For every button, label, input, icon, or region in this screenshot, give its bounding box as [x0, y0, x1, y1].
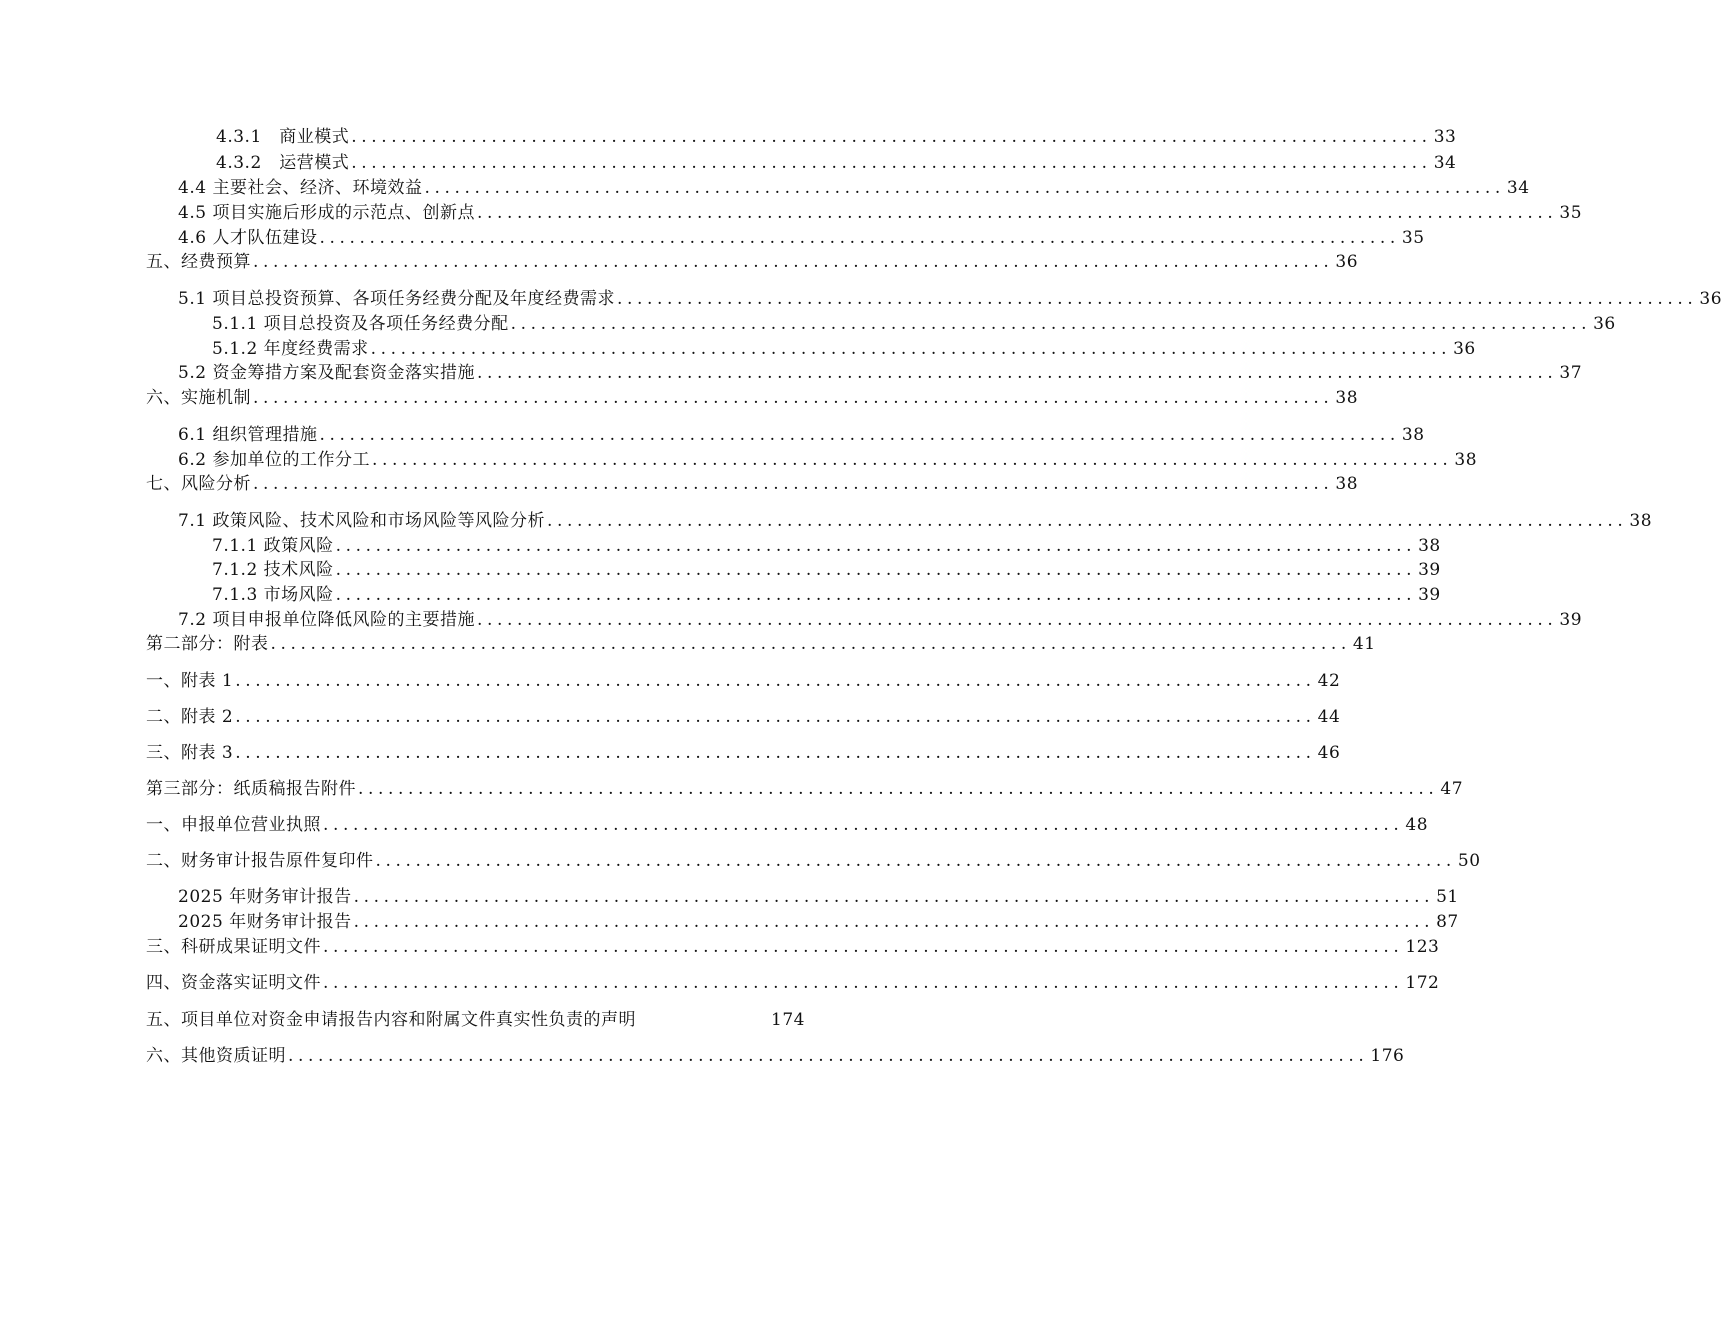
toc-entry-page: 34	[1433, 153, 1457, 173]
toc-entry-page: 87	[1436, 912, 1459, 932]
toc-dot-leader: ............................................................................................................	[253, 252, 1334, 272]
toc-entry-page: 38	[1401, 425, 1425, 445]
toc-dot-leader: ............................................................................................................	[351, 127, 1432, 147]
toc-entry[interactable]	[146, 446, 1478, 470]
toc-entry[interactable]	[146, 224, 1425, 248]
toc-dot-leader: ............................................................................................................	[323, 937, 1404, 957]
toc-entry[interactable]	[146, 470, 1359, 494]
toc-entry-page: 47	[1440, 779, 1464, 799]
toc-entry[interactable]	[146, 883, 1459, 907]
toc-entry-label: 三、附表 3	[146, 743, 234, 763]
toc-entry[interactable]	[146, 703, 1341, 727]
toc-entry-page: 36	[1593, 314, 1616, 334]
toc-entry[interactable]	[146, 969, 1440, 993]
toc-entry[interactable]	[146, 174, 1530, 198]
toc-entry[interactable]	[146, 847, 1481, 871]
toc-entry-label: 6.1 组织管理措施	[178, 425, 318, 445]
toc-entry-page: 38	[1335, 388, 1359, 408]
toc-entry[interactable]	[146, 775, 1464, 799]
toc-entry[interactable]	[146, 532, 1441, 556]
toc-entry[interactable]	[146, 908, 1459, 932]
toc-entry[interactable]	[146, 811, 1429, 835]
toc-entry-label: 第二部分：附表	[146, 634, 269, 654]
toc-dot-leader: ............................................................................................................	[476, 363, 1558, 383]
toc-entry[interactable]	[146, 149, 1457, 173]
toc-entry[interactable]	[146, 507, 1653, 531]
toc-dot-leader: ............................................................................................................	[323, 815, 1404, 835]
toc-dot-leader: ............................................................................................................	[353, 887, 1435, 907]
toc-entry[interactable]	[146, 1042, 1405, 1066]
toc-dot-leader: ............................................................................................................	[323, 973, 1404, 993]
toc-entry-page: 41	[1352, 634, 1376, 654]
toc-entry-label: 六、实施机制	[146, 388, 251, 408]
toc-entry-label: 6.2 参加单位的工作分工	[178, 450, 370, 470]
toc-entry[interactable]	[146, 123, 1457, 147]
toc-entry-page: 38	[1454, 450, 1478, 470]
toc-entry[interactable]	[146, 556, 1441, 580]
toc-dot-leader: ............................................................................................................	[424, 178, 1505, 198]
toc-entry-label: 一、申报单位营业执照	[146, 815, 321, 835]
toc-dot-leader: ............................................................................................................	[546, 511, 1628, 531]
toc-entry-page: 35	[1401, 228, 1425, 248]
toc-entry-label: 二、附表 2	[146, 707, 234, 727]
toc-dot-leader: ............................................................................................................	[319, 228, 1400, 248]
toc-entry-page: 39	[1559, 610, 1583, 630]
toc-entry-page: 44	[1317, 707, 1341, 727]
toc-dot-leader: ............................................................................................................	[510, 314, 1592, 334]
toc-entry-label: 4.4 主要社会、经济、环境效益	[178, 178, 423, 198]
toc-entry-page: 39	[1418, 585, 1441, 605]
toc-entry-label: 五、经费预算	[146, 252, 251, 272]
toc-entry[interactable]	[146, 384, 1359, 408]
toc-dot-leader: ............................................................................................................	[371, 450, 1453, 470]
toc-entry-page: 37	[1559, 363, 1583, 383]
toc-dot-leader: ............................................................................................................	[253, 474, 1334, 494]
toc-entry[interactable]	[146, 310, 1616, 334]
toc-dot-leader: ............................................................................................................	[353, 912, 1435, 932]
toc-dot-leader: ............................................................................................................	[335, 560, 1417, 580]
toc-entry-page: 38	[1335, 474, 1359, 494]
toc-entry-label: 一、附表 1	[146, 671, 234, 691]
toc-entry-page: 39	[1418, 560, 1441, 580]
toc-entry[interactable]	[146, 359, 1583, 383]
toc-entry-page: 33	[1433, 127, 1457, 147]
toc-entry[interactable]	[146, 285, 1722, 309]
toc-entry[interactable]	[146, 606, 1583, 630]
toc-entry[interactable]	[146, 630, 1376, 654]
toc-entry-label: 4.3.1 商业模式	[216, 127, 350, 147]
toc-entry-page: 51	[1436, 887, 1459, 907]
toc-entry-label: 5.1.1 项目总投资及各项任务经费分配	[212, 314, 509, 334]
toc-entry[interactable]	[146, 581, 1441, 605]
toc-dot-leader: ............................................................................................................	[370, 339, 1452, 359]
toc-entry-page: 36	[1453, 339, 1476, 359]
toc-entry[interactable]	[146, 667, 1341, 691]
toc-entry-page: 176	[1370, 1046, 1405, 1066]
toc-entry-label: 2025 年财务审计报告	[178, 912, 352, 932]
toc-entry-label: 七、风险分析	[146, 474, 251, 494]
toc-dot-leader: ............................................................................................................	[616, 289, 1698, 309]
toc-dot-leader: ............................................................................................................	[335, 585, 1417, 605]
toc-entry-page: 36	[1335, 252, 1359, 272]
toc-dot-leader: ............................................................................................................	[319, 425, 1400, 445]
toc-dot-leader: ............................................................................................................	[235, 707, 1316, 727]
toc-entry-page: 42	[1317, 671, 1341, 691]
toc-entry-page: 36	[1699, 289, 1722, 309]
toc-entry-label: 7.1.2 技术风险	[212, 560, 334, 580]
toc-entry-label: 7.1.1 政策风险	[212, 536, 334, 556]
toc-dot-leader: ............................................................................................................	[476, 610, 1558, 630]
toc-entry-page: 38	[1629, 511, 1653, 531]
toc-entry-label: 第三部分：纸质稿报告附件	[146, 779, 356, 799]
toc-entry-page: 46	[1317, 743, 1341, 763]
toc-entry-page: 50	[1457, 851, 1481, 871]
toc-entry-page: 35	[1559, 203, 1583, 223]
toc-entry-label: 5.2 资金筹措方案及配套资金落实措施	[178, 363, 475, 383]
toc-entry[interactable]	[146, 739, 1341, 763]
toc-entry-label: 4.3.2 运营模式	[216, 153, 350, 173]
toc-entry-label: 7.1 政策风险、技术风险和市场风险等风险分析	[178, 511, 545, 531]
toc-entry-label: 2025 年财务审计报告	[178, 887, 352, 907]
toc-dot-leader: ............................................................................................................	[358, 779, 1439, 799]
toc-entry-page: 174	[771, 1010, 805, 1030]
toc-entry-label: 7.1.3 市场风险	[212, 585, 334, 605]
toc-entry[interactable]	[146, 199, 1583, 223]
toc-entry-label: 5.1 项目总投资预算、各项任务经费分配及年度经费需求	[178, 289, 615, 309]
toc-entry-label: 四、资金落实证明文件	[146, 973, 321, 993]
toc-dot-leader: ............................................................................................................	[270, 634, 1351, 654]
toc-entry[interactable]	[146, 933, 1440, 957]
toc-entry-label: 二、财务审计报告原件复印件	[146, 851, 374, 871]
toc-dot-leader: ............................................................................................................	[351, 153, 1432, 173]
toc-dot-leader: ............................................................................................................	[235, 743, 1316, 763]
toc-entry-label: 5.1.2 年度经费需求	[212, 339, 369, 359]
toc-dot-leader: ............................................................................................................	[235, 671, 1316, 691]
toc-dot-leader: ............................................................................................................	[335, 536, 1417, 556]
toc-entry-page: 38	[1418, 536, 1441, 556]
toc-entry-page: 48	[1405, 815, 1429, 835]
toc-entry-page: 172	[1405, 973, 1440, 993]
toc-entry-label: 4.6 人才队伍建设	[178, 228, 318, 248]
toc-entry-label: 7.2 项目申报单位降低风险的主要措施	[178, 610, 475, 630]
toc-dot-leader: ............................................................................................................	[288, 1046, 1369, 1066]
toc-dot-leader: ............................................................................................................	[476, 203, 1558, 223]
toc-entry[interactable]	[146, 421, 1425, 445]
toc-dot-leader: ............................................................................................................	[253, 388, 1334, 408]
toc-entry-page: 34	[1506, 178, 1530, 198]
toc-entry-label: 4.5 项目实施后形成的示范点、创新点	[178, 203, 475, 223]
toc-entry-label: 三、科研成果证明文件	[146, 937, 321, 957]
toc-entry[interactable]	[146, 335, 1476, 359]
toc-entry-label: 五、项目单位对资金申请报告内容和附属文件真实性负责的声明	[146, 1010, 636, 1030]
toc-dot-leader: ............................................................................................................	[375, 851, 1456, 871]
toc-entry-label: 六、其他资质证明	[146, 1046, 286, 1066]
toc-entry[interactable]	[146, 248, 1359, 272]
toc-entry-page: 123	[1405, 937, 1440, 957]
toc-entry[interactable]	[146, 1006, 805, 1030]
